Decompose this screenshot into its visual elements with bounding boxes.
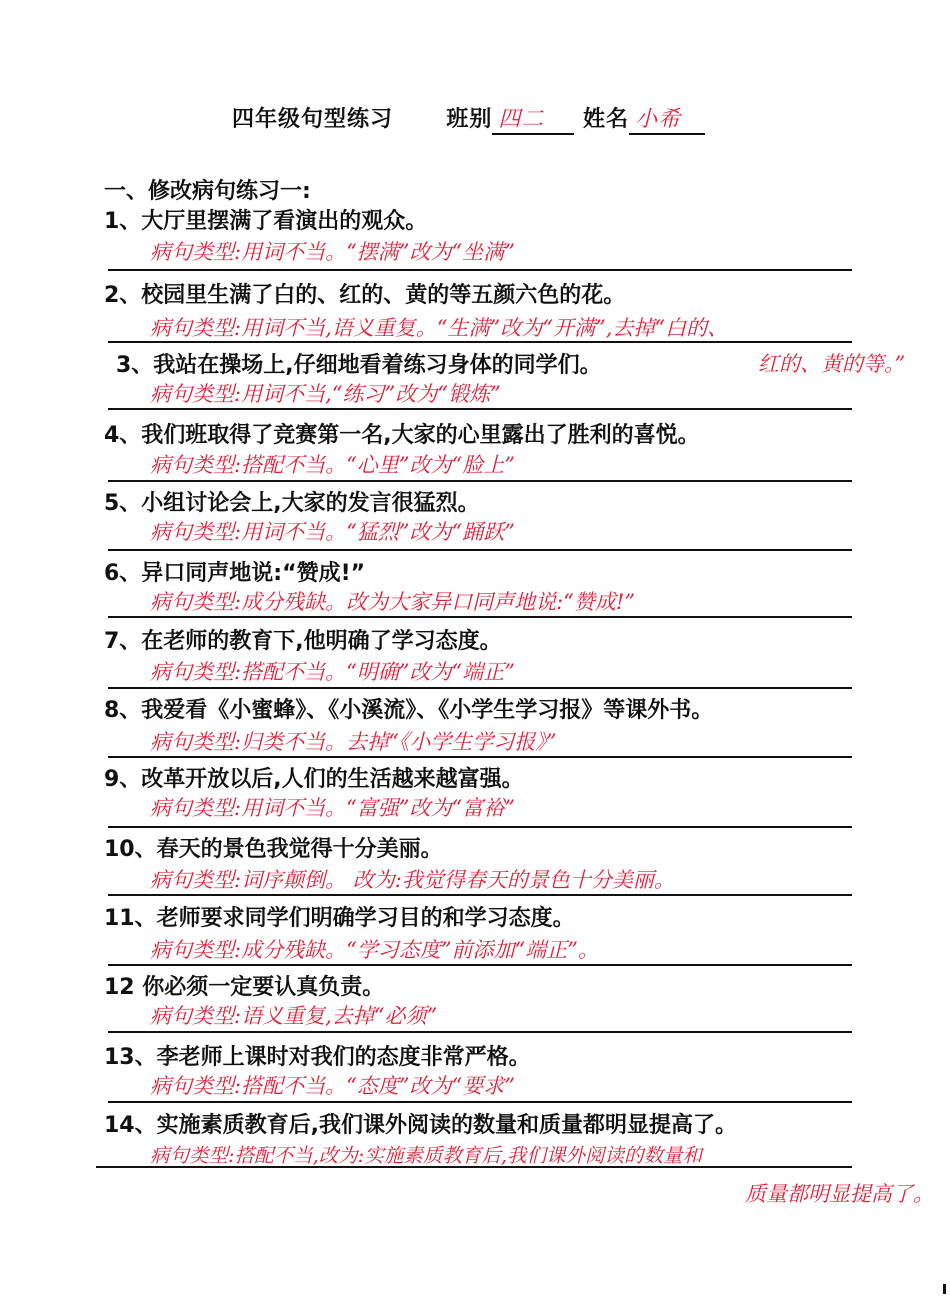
handwritten-answer: 病句类型:搭配不当。“明确”改为“端正” xyxy=(150,660,516,684)
answer-line xyxy=(108,341,852,343)
handwritten-answer: 病句类型:用词不当。“猛烈”改为“踊跃” xyxy=(150,520,516,544)
handwritten-answer: 病句类型:语义重复,去掉“必须” xyxy=(150,1004,438,1028)
question-text: 3、我站在操场上,仔细地看着练习身体的同学们。 xyxy=(116,353,602,378)
question-text: 2、校园里生满了白的、红的、黄的等五颜六色的花。 xyxy=(104,283,626,308)
worksheet-title: 四年级句型练习 xyxy=(232,107,394,132)
handwritten-answer: 病句类型:用词不当。“富强”改为“富裕” xyxy=(150,796,516,820)
answer-line xyxy=(108,1031,852,1033)
name-field xyxy=(629,102,705,135)
handwritten-answer: 病句类型:词序颠倒。 改为:我觉得春天的景色十分美丽。 xyxy=(150,868,675,892)
handwritten-answer: 病句类型:搭配不当。“态度”改为“要求” xyxy=(150,1074,516,1098)
class-field xyxy=(492,102,574,135)
section-title: 一、修改病句练习一: xyxy=(104,179,311,204)
class-label: 班别 xyxy=(446,107,493,132)
name-value: 小希 xyxy=(635,107,682,132)
handwritten-answer: 病句类型:归类不当。去掉“《小学生学习报》” xyxy=(150,730,557,754)
answer-line xyxy=(108,756,852,758)
question-text: 4、我们班取得了竞赛第一名,大家的心里露出了胜利的喜悦。 xyxy=(104,423,700,448)
answer-line xyxy=(108,480,852,482)
class-value: 四二 xyxy=(498,107,545,132)
answer-line xyxy=(108,549,852,551)
question-text: 10、春天的景色我觉得十分美丽。 xyxy=(104,837,443,862)
question-text: 5、小组讨论会上,大家的发言很猛烈。 xyxy=(104,491,480,516)
answer-line xyxy=(108,964,852,966)
answer-line xyxy=(108,894,852,896)
handwritten-answer-continued: 红的、黄的等。” xyxy=(758,352,906,376)
answer-line xyxy=(108,269,852,271)
worksheet-header xyxy=(232,102,705,135)
answer-line xyxy=(96,1166,852,1168)
scan-mark xyxy=(943,1284,946,1294)
name-label: 姓名 xyxy=(583,107,630,132)
answer-line xyxy=(108,826,852,828)
question-text: 11、老师要求同学们明确学习目的和学习态度。 xyxy=(104,906,575,931)
answer-line xyxy=(108,1101,852,1103)
question-text: 1、大厅里摆满了看演出的观众。 xyxy=(104,209,428,234)
handwritten-answer: 病句类型:成分残缺。“学习态度”前添加“端正”。 xyxy=(150,938,600,962)
handwritten-answer: 病句类型:用词不当,“练习”改为“锻炼” xyxy=(150,382,501,406)
handwritten-answer: 病句类型:搭配不当。“心里”改为“脸上” xyxy=(150,453,516,477)
question-text: 6、异口同声地说:“赞成!” xyxy=(104,561,366,586)
handwritten-answer-continued: 质量都明显提高了。 xyxy=(745,1182,934,1206)
answer-line xyxy=(108,616,852,618)
question-text: 8、我爱看《小蜜蜂》、《小溪流》、《小学生学习报》等课外书。 xyxy=(104,698,714,723)
answer-line xyxy=(108,687,852,689)
question-text: 12 你必须一定要认真负责。 xyxy=(104,975,385,1000)
question-text: 9、改革开放以后,人们的生活越来越富强。 xyxy=(104,767,524,792)
question-text: 14、实施素质教育后,我们课外阅读的数量和质量都明显提高了。 xyxy=(104,1113,737,1138)
handwritten-answer: 病句类型:成分残缺。改为大家异口同声地说:“赞成!” xyxy=(150,590,636,614)
answer-line xyxy=(108,408,852,410)
handwritten-answer: 病句类型:用词不当,语义重复。“生满”改为“开满”,去掉“白的、 xyxy=(150,316,729,340)
question-text: 13、李老师上课时对我们的态度非常严格。 xyxy=(104,1045,531,1070)
handwritten-answer: 病句类型:用词不当。“摆满”改为“坐满” xyxy=(150,240,516,264)
question-text: 7、在老师的教育下,他明确了学习态度。 xyxy=(104,629,502,654)
handwritten-answer: 病句类型:搭配不当,改为:实施素质教育后,我们课外阅读的数量和 xyxy=(150,1144,703,1167)
